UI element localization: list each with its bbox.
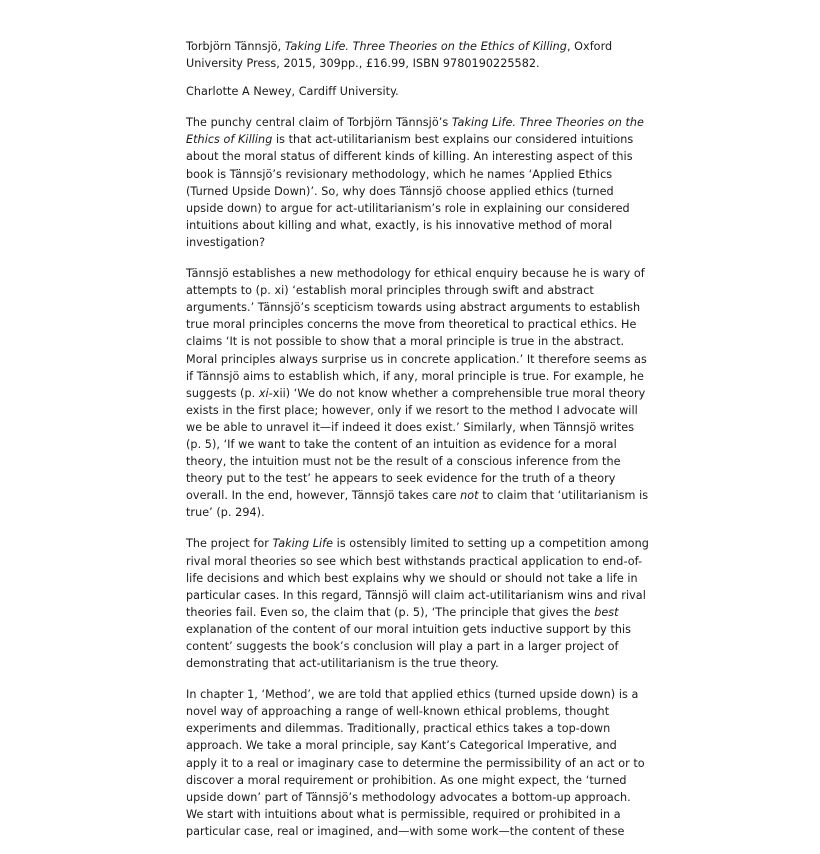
text-run: to claim that ‘utilitarianism is (478, 489, 649, 503)
text-run: suggests (p. (186, 386, 259, 400)
text-run: true moral principles concerns the move from theoretical to practical ethics. He (186, 318, 637, 332)
text-run: experiments and dilemmas. Traditionally, practical ethics takes a top-down (186, 722, 611, 736)
text-run: theory put to the test’ he appears to seek evidence for the truth of a theory (186, 472, 616, 486)
paragraph-2 (186, 265, 649, 521)
text-line (186, 621, 638, 638)
text-line (186, 148, 638, 165)
text-run: We start with intuitions about what is permissible, required or prohibited in a (186, 807, 621, 821)
text-run: arguments.’ Tännsjö’s scepticism towards using abstract arguments to establish (186, 301, 641, 315)
text-line (186, 436, 638, 453)
text-line (186, 737, 638, 754)
text-line (186, 570, 638, 587)
text-line (186, 83, 638, 100)
text-run: discover a moral requirement or prohibition. As one might expect, the ‘turned (186, 773, 627, 787)
text-line (186, 183, 638, 200)
text-line (186, 504, 638, 521)
italic-run: xi (258, 386, 269, 400)
text-run: book is Tännsjö’s revisionary methodology, which he names ‘Applied Ethics (186, 167, 613, 181)
text-line (186, 200, 638, 217)
italic-run: best (594, 605, 619, 619)
text-line (186, 823, 638, 840)
text-run: Tännsjö establishes a new methodology for ethical enquiry because he is wary of (186, 267, 645, 281)
text-line (186, 604, 638, 621)
text-line (186, 217, 638, 234)
text-run: upside down’ part of Tännsjö’s methodology advocates a bottom-up approach. (186, 790, 631, 804)
paragraph-3 (186, 535, 649, 672)
text-line (186, 38, 638, 55)
text-run: attempts to (p. xi) ‘establish moral principles through swift and abstract (186, 284, 594, 298)
text-run: is that act-utilitarianism best explains our considered intuitions (272, 133, 634, 147)
text-run: Moral principles always surprise us in concrete application.’ It therefore seems as (186, 352, 647, 366)
book-citation (186, 38, 638, 72)
text-line (186, 402, 638, 419)
paragraph-1 (186, 114, 644, 251)
text-run: theory, the intuition must not be the result of a conscious inference from the (186, 455, 621, 469)
text-run: explanation of the content of our moral intuition gets inductive support by this (186, 622, 632, 636)
text-line (186, 316, 638, 333)
text-run: we be able to unravel it—if indeed it does exist.’ Similarly, when Tännsjö writes (186, 420, 635, 434)
text-line (186, 333, 638, 350)
text-line (186, 789, 638, 806)
text-run: approach. We take a moral principle, say Kant’s Categorical Imperative, and (186, 739, 617, 753)
text-line (186, 265, 645, 282)
text-line (186, 720, 638, 737)
text-line (186, 453, 638, 470)
text-run: about the moral status of different kinds of killing. An interesting aspect of this (186, 150, 633, 164)
text-run: rival moral theories so see which best withstands practical application to end-of- (186, 554, 643, 568)
text-line (186, 587, 646, 604)
text-line (186, 166, 638, 183)
text-line (186, 686, 638, 703)
text-line (186, 55, 638, 72)
text-run: theories fail. Even so, the claim that (p. 5), ‘The principle that gives the (186, 605, 595, 619)
text-line (186, 655, 638, 672)
text-run: claims ‘It is not possible to show that a moral principle is true in the abstract. (186, 335, 625, 349)
text-line (186, 638, 638, 655)
text-run: Charlotte A Newey, Cardiff University. (186, 85, 399, 99)
text-run: University Press, 2015, 309pp., £16.99, ISBN 9780190225582. (186, 57, 540, 71)
text-line (186, 131, 638, 148)
text-run: demonstrating that act-utilitarianism is the true theory. (186, 657, 499, 671)
text-run: particular cases. In this regard, Tännsjö will claim act-utilitarianism wins and rival (186, 588, 646, 602)
text-run: apply it to a real or imaginary case to determine the permissibility of an act or to (186, 756, 645, 770)
text-line (186, 470, 638, 487)
text-run: (p. 5), ‘If we want to take the content of an intuition as evidence for a moral (186, 437, 617, 451)
text-line (186, 299, 641, 316)
italic-run: Ethics of Killing (186, 133, 273, 147)
text-line (186, 703, 638, 720)
text-line (186, 553, 643, 570)
review-page (186, 38, 649, 854)
text-line (186, 535, 649, 552)
text-line (186, 419, 638, 436)
text-line (186, 234, 638, 251)
text-run: is ostensibly limited to setting up a competition among (333, 537, 649, 551)
text-run: novel way of approaching a range of well-known ethical problems, thought (186, 705, 610, 719)
text-run: Torbjörn Tännsjö, (186, 40, 285, 53)
text-run: In chapter 1, ‘Method’, we are told that applied ethics (turned upside down) is a (186, 688, 639, 702)
text-run: -xii) ‘We do not know whether a comprehensible true moral theory (268, 386, 646, 400)
text-line (186, 351, 647, 368)
text-line (186, 385, 646, 402)
text-line (186, 487, 649, 504)
paragraph-4 (186, 686, 645, 840)
text-run: particular case, real or imagined, and—with some work—the content of these (186, 824, 625, 838)
text-line (186, 368, 644, 385)
text-line (186, 282, 638, 299)
text-run: The project for (186, 537, 273, 551)
reviewer-byline (186, 83, 638, 100)
italic-run: Taking Life (272, 537, 334, 551)
italic-run: not (460, 489, 479, 503)
text-run: The punchy central claim of Torbjörn Tännsjö’s (186, 116, 452, 130)
text-run: investigation? (186, 235, 266, 249)
text-run: true’ (p. 294). (186, 506, 265, 520)
text-run: content’ suggests the book’s conclusion will play a part in a larger project of (186, 640, 619, 653)
text-run: (Turned Upside Down)’. So, why does Tännsjö choose applied ethics (turned (186, 184, 614, 198)
italic-run: Taking Life. Three Theories on the (451, 116, 644, 130)
text-run: upside down) to argue for act-utilitarianism’s role in explaining our considered (186, 201, 630, 215)
text-run: intuitions about killing and what, exactly, is his innovative method of moral (186, 218, 613, 232)
text-run: , Oxford (566, 40, 613, 53)
text-run: overall. In the end, however, Tännsjö takes care (186, 489, 461, 503)
text-run: if Tännsjö aims to establish which, if any, moral principle is true. For example, he (186, 369, 644, 383)
text-line (186, 755, 645, 772)
text-line (186, 772, 638, 789)
italic-run: Taking Life. Three Theories on the Ethics of Killing (284, 40, 567, 53)
text-line (186, 114, 644, 131)
text-line (186, 806, 638, 823)
text-run: exists in the first place; however, only if we resort to the method I advocate will (186, 403, 638, 417)
text-run: life decisions and which best explains why we should or should not take a life in (186, 571, 638, 585)
